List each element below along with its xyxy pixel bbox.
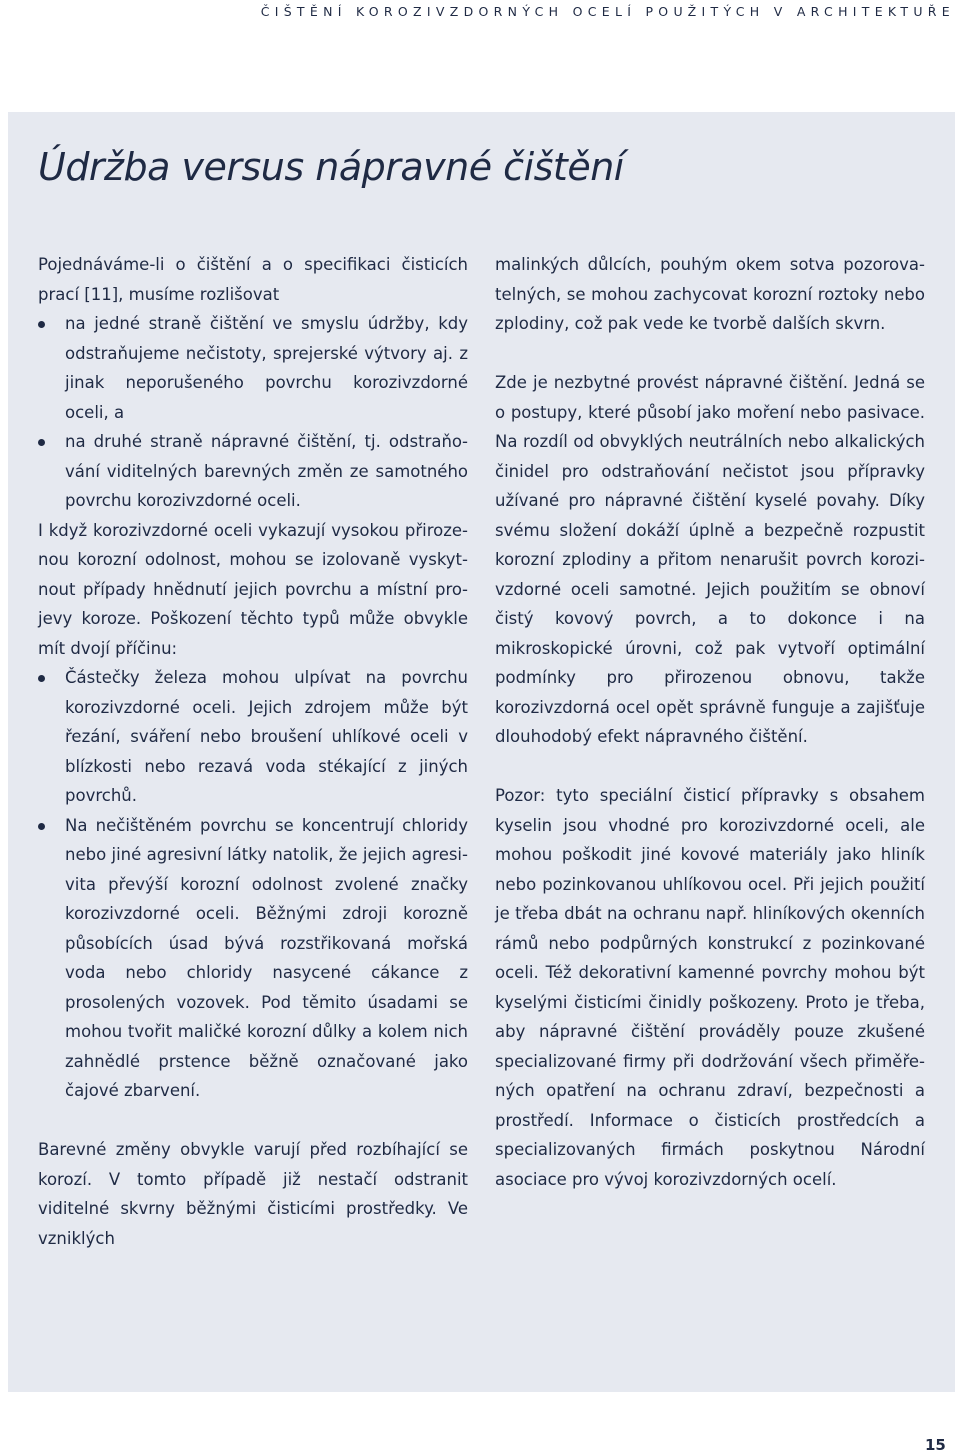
- body-paragraph: Zde je nezbytné provést nápravné čištění. Jedná se o postupy, které působí jako moření nebo pasivace. Na rozdíl od obvyklých neutrálních nebo alkalických činidel pro odstraňování nečistot jsou přípravky užívané pro nápravné čištění kyselé povahy. Díky svému složení dokáží úplně a bezpečně rozpustit korozní zplodiny a přitom nenarušit povrch korozivzdorné oceli samotné. Jejich použitím se obnoví čistý kovový povrch, a to dokonce i na mikroskopické úrovni, což pak vytvoří optimální podmínky pro přirozenou obnovu, takže korozivzdorná ocel opět správně funguje a zajišťuje dlouhodobý efekt nápravného čištění.: [495, 373, 925, 746]
- list-item: [38, 811, 468, 1106]
- bullet-icon: [38, 321, 45, 328]
- intro-paragraph: Pojednáváme-li o čištění a o specifikaci čisticích prací [11], musíme rozlišovat: [38, 255, 468, 304]
- list-item-text: Na nečištěném povrchu se koncentrují chloridy nebo jiné agresivní látky natolik, že jejich agresivita převýší korozní odolnost zvolené značky korozivzdorné oceli. Běžnými zdroji korozně působících úsad bývá rozstřikovaná mořská voda nebo chloridy nasycené cákance z prosolených vozovek. Pod těmito úsadami se mohou tvořit maličké korozní důlky a kolem nich zahnědlé prstence běžně označované jako čajové zbarvení.: [65, 815, 468, 1100]
- body-paragraph: Barevné změny obvykle varují před rozbíhající se korozí. V tomto případě již nestačí odstranit viditelné skvrny běžnými čisticími prostředky. Ve vzniklých: [38, 1140, 468, 1248]
- body-paragraph: I když korozivzdorné oceli vykazují vysokou přirozenou korozní odolnost, mohou se izolovaně vyskytnout případy hnědnutí jejich povrchu a místní projevy koroze. Poškození těchto typů může obvykle mít dvojí příčinu:: [38, 520, 468, 658]
- running-header: ČIŠTĚNÍ KOROZIVZDORNÝCH OCELÍ POUŽITÝCH V ARCHITEKTUŘE: [260, 4, 955, 19]
- list-item: [38, 427, 468, 516]
- bullet-icon: [38, 439, 45, 446]
- bullet-icon: [38, 823, 45, 830]
- list-item: [38, 309, 468, 427]
- list-item: [38, 663, 468, 811]
- warning-paragraph: Pozor: tyto speciální čisticí přípravky s obsahem kyselin jsou vhodné pro korozivzdorné oceli, ale mohou poškodit jiné kovové materiály jako hliník nebo pozinkovanou uhlíkovou ocel. Při jejich použití je třeba dbát na ochranu např. hliníkových okenních rámů nebo podpůrných konstrukcí z pozinkované oceli. Též dekorativní kamenné povrchy mohou být kyselými čisticími činidly poškozeny. Proto je třeba, aby nápravné čištění prováděly pouze zkušené specializované firmy při dodržování všech přiměřených opatření na ochranu zdraví, bezpečnosti a prostředí. Informace o čisticích prostředcích a specializovaných firmách poskytnou Národní asociace pro vývoj korozivzdorných ocelí.: [495, 786, 925, 1189]
- page-number: 15: [925, 1436, 946, 1454]
- damage-causes-list: [38, 663, 468, 1106]
- left-column: [38, 250, 468, 1253]
- cleaning-types-list: [38, 309, 468, 516]
- list-item-text: Částečky železa mohou ulpívat na povrchu korozivzdorné oceli. Jejich zdrojem může být řezání, sváření nebo broušení uhlíkové oceli v blízkosti nebo rezavá voda stékající z jiných povrchů.: [65, 668, 468, 805]
- list-item-text: na druhé straně nápravné čištění, tj. odstraňování viditelných barevných změn ze samotného povrchu korozivzdorné oceli.: [65, 432, 468, 510]
- list-item-text: na jedné straně čištění ve smyslu údržby, kdy odstraňujeme nečistoty, sprejerské výtvory aj. z jinak neporušeného povrchu korozivzdorné oceli, a: [65, 314, 468, 422]
- bullet-icon: [38, 675, 45, 682]
- page-title: Údržba versus nápravné čištění: [38, 145, 624, 189]
- right-column: [495, 250, 925, 1194]
- body-paragraph: malinkých důlcích, pouhým okem sotva pozorovatelných, se mohou zachycovat korozní roztoky nebo zplodiny, což pak vede ke tvorbě dalších skvrn.: [495, 255, 925, 333]
